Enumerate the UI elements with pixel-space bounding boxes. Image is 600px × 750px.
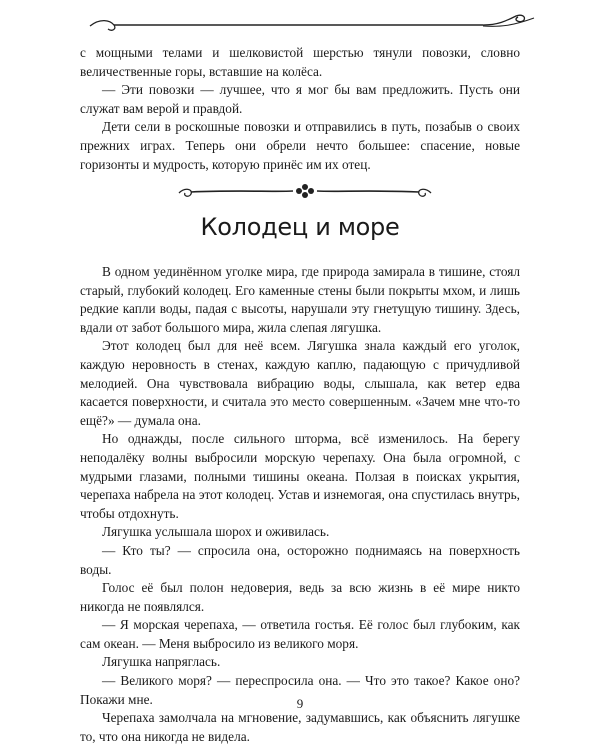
story-paragraph: В одном уединённом уголке мира, где природа замирала в тишине, стоял старый, глубокий колодец. Его каменные стены были покрыты мхом, и лишь редкие капли воды, падая с высоты, нарушали эту гнетущую тишину. Здесь, вдали от забот большого мира, жила слепая лягушка. <box>80 264 520 335</box>
story-paragraph: — Кто ты? — спросила она, осторожно поднимаясь на поверхность воды. <box>80 542 520 577</box>
story-paragraph: Голос её был полон недоверия, ведь за всю жизнь в её мире никто никогда не появлялся. <box>80 580 520 614</box>
intro-paragraph: Дети сели в роскошные повозки и отправились в путь, позабыв о своих прежних играх. Теперь они обрели нечто большее: спасение, новые горизонты и мудрость, которую принёс им их отец. <box>80 119 520 172</box>
ornamental-divider-icon <box>175 181 435 201</box>
story-paragraph: — Великого моря? — переспросила она. — Что это такое? Какое оно? Покажи мне. <box>80 673 520 707</box>
story-paragraph: Лягушка услышала шорох и оживилась. <box>102 524 330 540</box>
chapter-title: Колодец и море <box>200 213 400 241</box>
page-number: 9 <box>296 696 304 711</box>
story-paragraph: Но однажды, после сильного шторма, всё изменилось. На берегу неподалёку волны выбросили морскую черепаху. Она была огромной, с мудрыми глазами, полными тишины океана. Ползая в поисках укрытия, черепаха набрела на этот колодец. Устав и изнемогая, она спустилась внутрь, чтобы отдохнуть. <box>80 431 520 521</box>
story-text <box>80 263 520 746</box>
story-paragraph: Лягушка напряглась. <box>102 654 221 670</box>
intro-text <box>80 44 520 174</box>
intro-paragraph: с мощными телами и шелковистой шерстью тянули повозки, словно величественные горы, вставшие на колёса. <box>80 45 520 79</box>
story-paragraph: — Я морская черепаха, — ответила гостья. Её голос был глубоким, как сам океан. — Меня выбросило из великого моря. <box>80 617 520 651</box>
top-ornamental-rule <box>88 12 538 36</box>
story-paragraph: Этот колодец был для неё всем. Лягушка знала каждый его уголок, каждую неровность в стенах, каждую каплю, падающую с причудливой мелодией. Она чувствовала вибрацию воды, слышала, как ветер едва касается поверхности, и считала это место совершенным. «Зачем мне что-то ещё?» — думала она. <box>80 338 520 428</box>
story-paragraph: Черепаха замолчала на мгновение, задумавшись, как объяснить лягушке то, что она никогда не видела. <box>80 710 520 744</box>
intro-paragraph: — Эти повозки — лучшее, что я мог бы вам предложить. Пусть они служат вам верой и правдой. <box>80 82 520 116</box>
